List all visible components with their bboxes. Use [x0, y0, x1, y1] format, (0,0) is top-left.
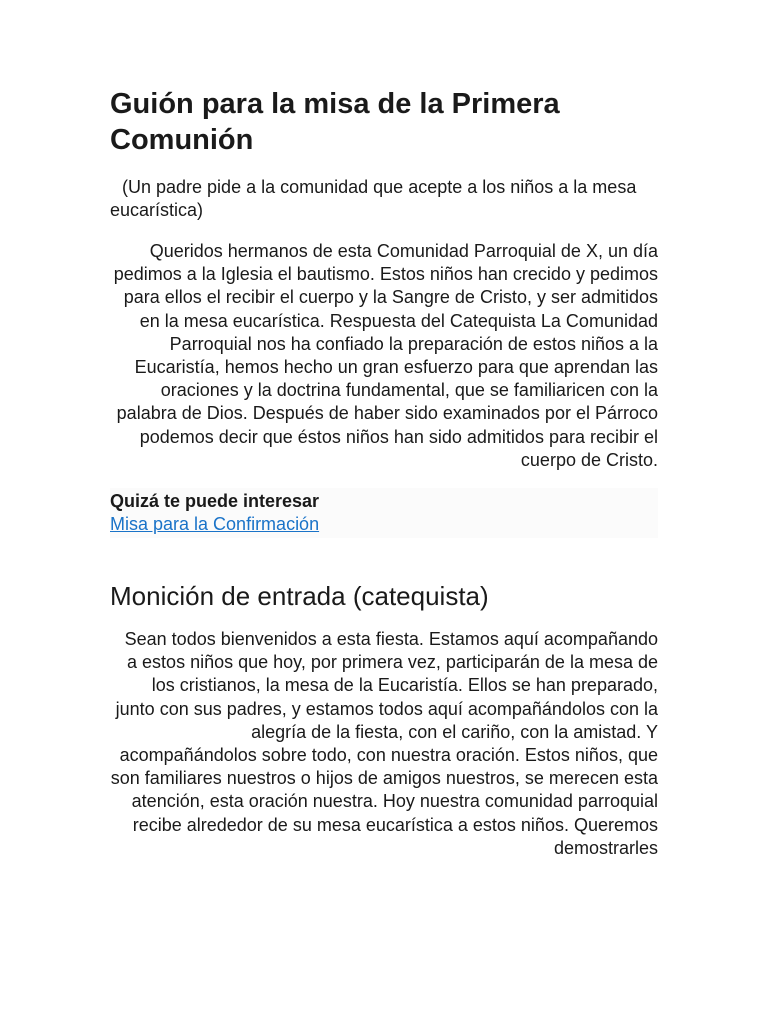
related-article-box [110, 488, 658, 538]
document-page [110, 86, 658, 876]
related-article-link[interactable]: Misa para la Confirmación [110, 514, 320, 535]
page-title: Guión para la misa de la Primera Comunión [110, 88, 560, 156]
intro-paragraph: (Un padre pide a la comunidad que acepte a los niños a la mesa eucarística) [110, 177, 637, 220]
body-paragraph-2: Sean todos bienvenidos a esta fiesta. Estamos aquí acompañando a estos niños que hoy, por primera vez, participarán de la mesa de los cristianos, la mesa de la Eucaristía. Ellos se han preparado, junto con sus padres, y estamos todos aquí acompañándolos con la alegría de la fiesta, con el cariño, con la amistad. Y acompañándolos sobre todo, con nuestra oración. Estos niños, que son familiares nuestros o hijos de amigos nuestros, se merecen esta atención, esta oración nuestra. Hoy nuestra comunidad parroquial recibe alrededor de su mesa eucarística a estos niños. Queremos demostrarles [110, 629, 658, 858]
related-heading: Quizá te puede interesar [110, 491, 320, 512]
body-paragraph-1: Queridos hermanos de esta Comunidad Parroquial de X, un día pedimos a la Iglesia el bautismo. Estos niños han crecido y pedimos para ellos el recibir el cuerpo y la Sangre de Cristo, y ser admitidos en la mesa eucarística. Respuesta del Catequista La Comunidad Parroquial nos ha confiado la preparación de estos niños a la Eucaristía, hemos hecho un gran esfuerzo para que aprendan las oraciones y la doctrina fundamental, que se familiaricen con la palabra de Dios. Después de haber sido examinados por el Párroco podemos decir que éstos niños han sido admitidos para recibir el cuerpo de Cristo. [113, 241, 658, 470]
section-heading: Monición de entrada (catequista) [110, 581, 489, 612]
